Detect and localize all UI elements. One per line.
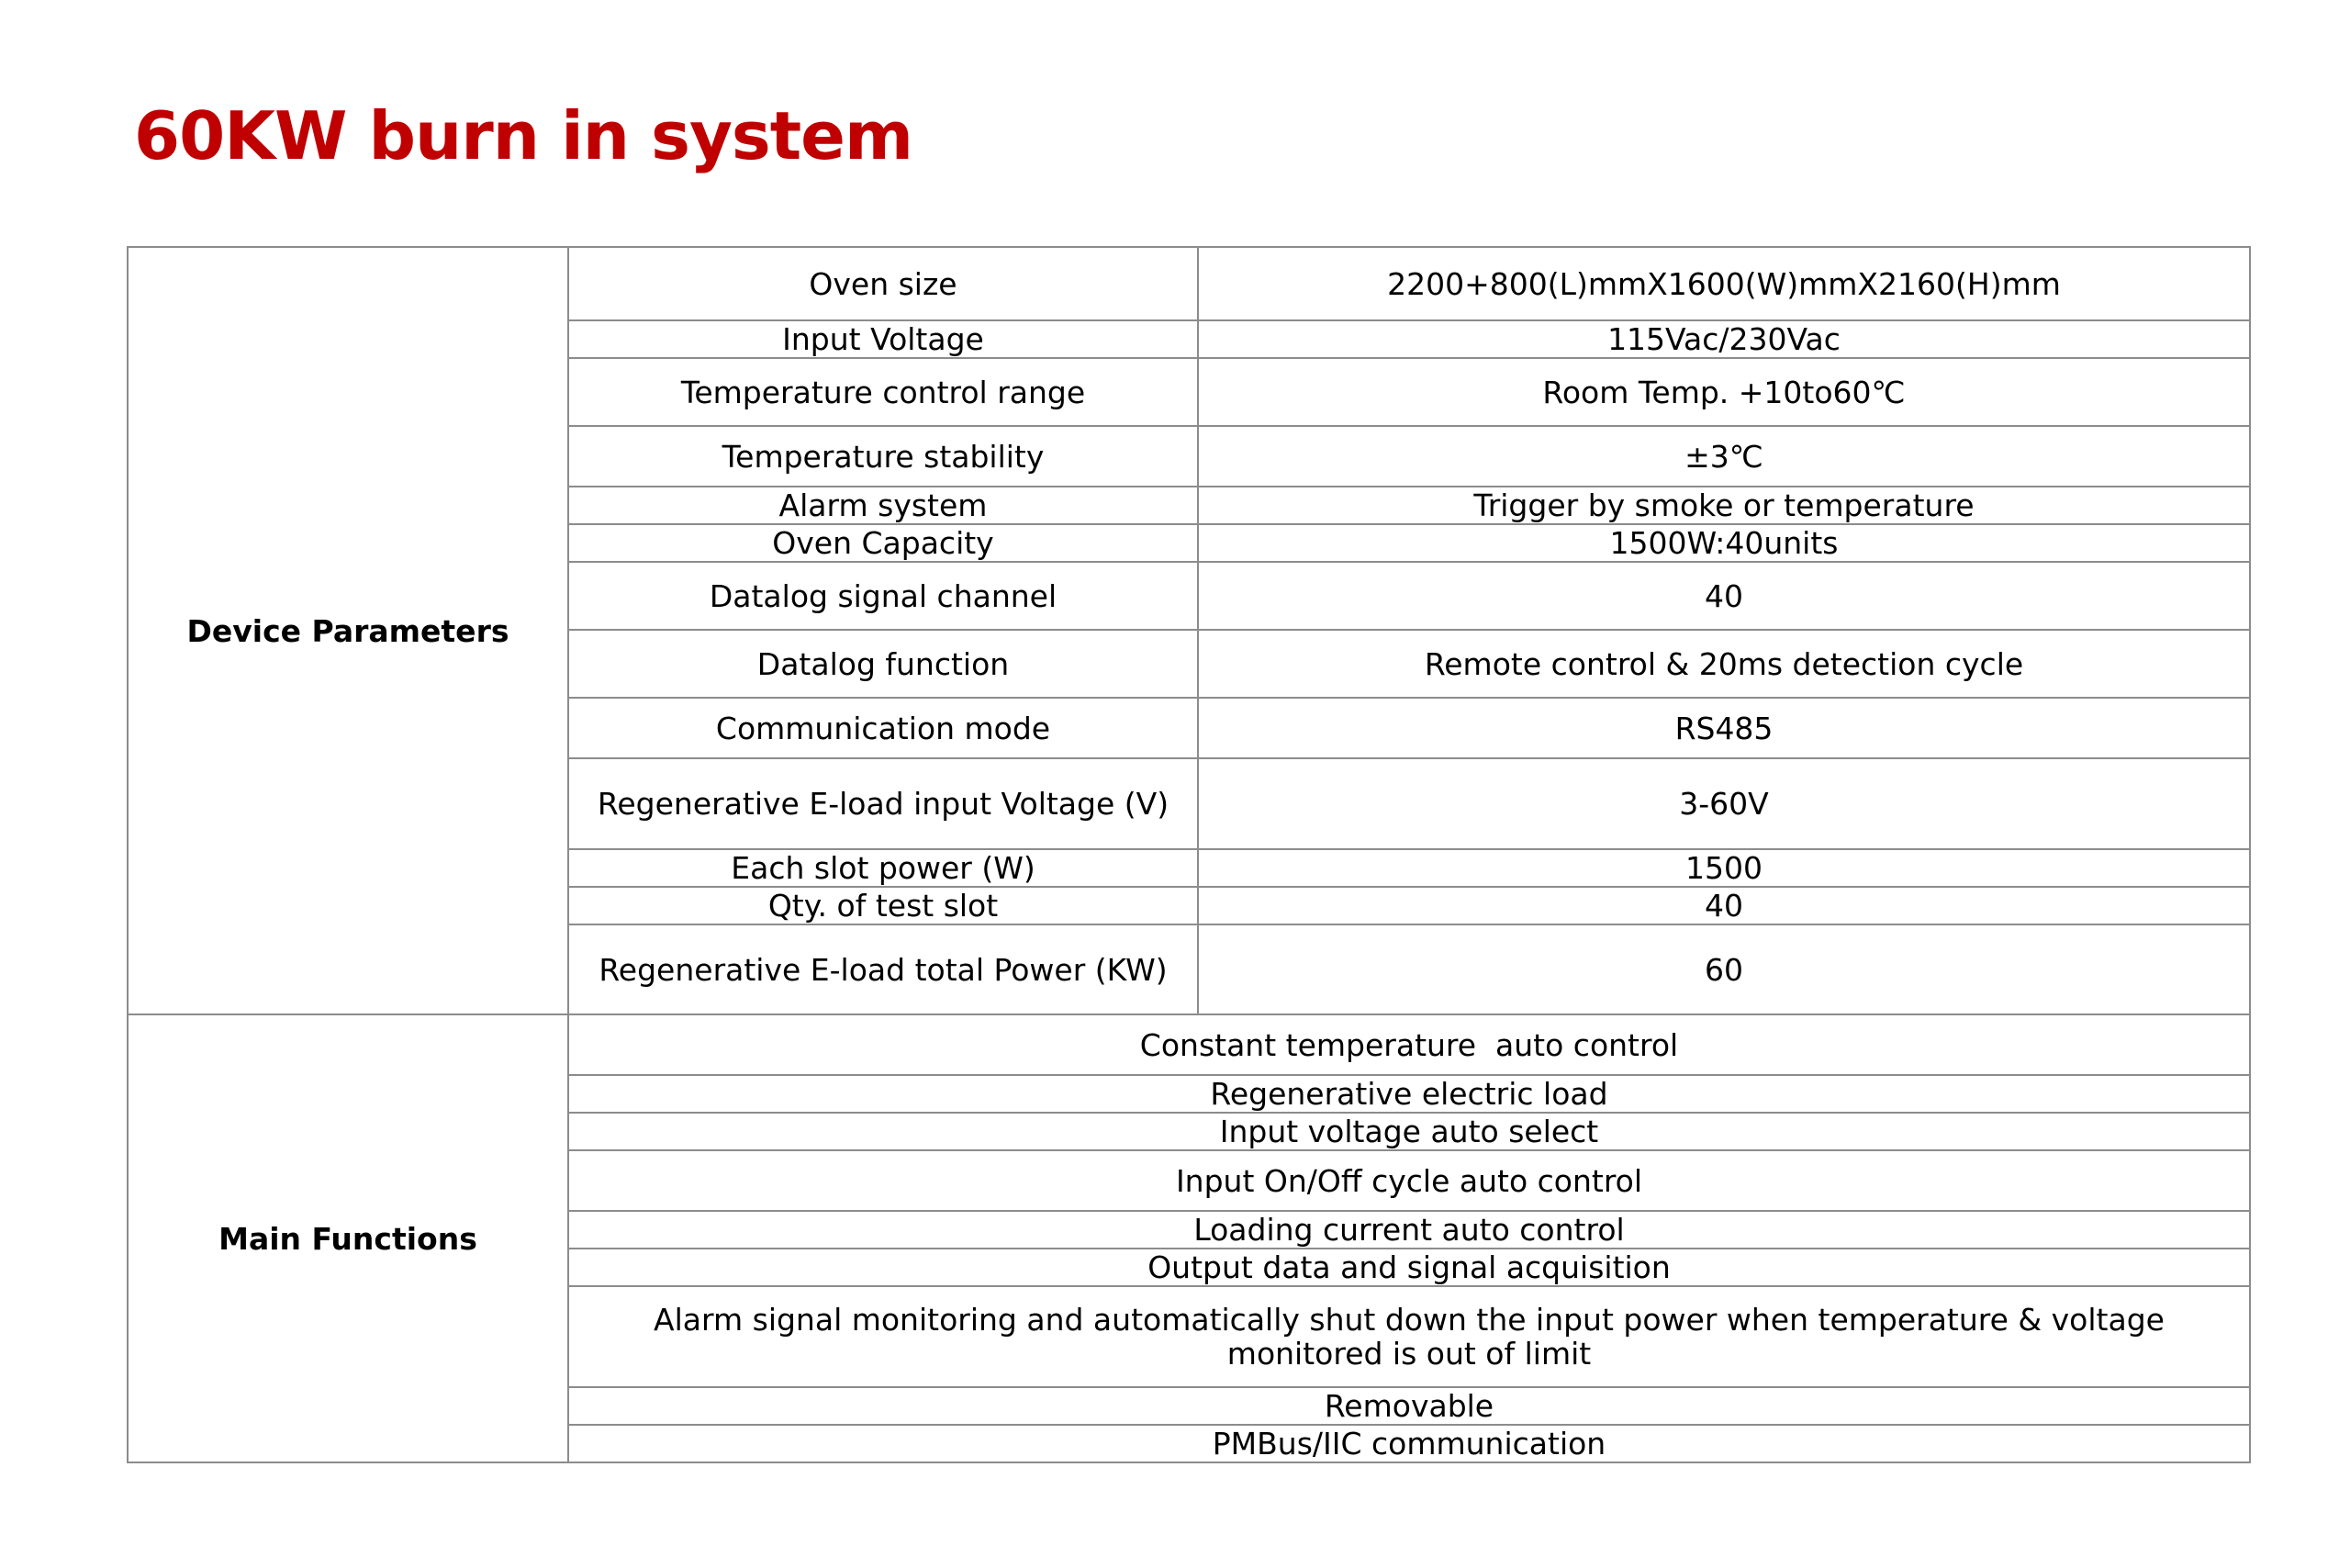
param-label: Each slot power (W) bbox=[568, 849, 1198, 887]
param-value: 3-60V bbox=[1198, 758, 2250, 849]
function-item: Input On/Off cycle auto control bbox=[568, 1150, 2250, 1211]
section-heading-main-functions: Main Functions bbox=[128, 1014, 568, 1462]
param-value: 40 bbox=[1198, 562, 2250, 630]
param-label: Input Voltage bbox=[568, 320, 1198, 358]
function-item: Constant temperature auto control bbox=[568, 1014, 2250, 1075]
function-item: Regenerative electric load bbox=[568, 1075, 2250, 1113]
param-value: Room Temp. +10to60℃ bbox=[1198, 358, 2250, 426]
spec-table bbox=[127, 246, 2251, 1463]
param-label: Oven Capacity bbox=[568, 524, 1198, 562]
function-item: Input voltage auto select bbox=[568, 1113, 2250, 1150]
param-value: Trigger by smoke or temperature bbox=[1198, 487, 2250, 524]
function-item: PMBus/IIC communication bbox=[568, 1425, 2250, 1462]
param-label: Alarm system bbox=[568, 487, 1198, 524]
page-title: 60KW burn in system bbox=[134, 97, 913, 174]
param-label: Regenerative E-load total Power (KW) bbox=[568, 924, 1198, 1014]
table-row bbox=[128, 1014, 2250, 1075]
section-heading-device-parameters: Device Parameters bbox=[128, 247, 568, 1014]
param-label: Temperature stability bbox=[568, 426, 1198, 487]
param-label: Temperature control range bbox=[568, 358, 1198, 426]
param-label: Qty. of test slot bbox=[568, 887, 1198, 924]
param-value: 40 bbox=[1198, 887, 2250, 924]
param-label: Communication mode bbox=[568, 698, 1198, 758]
param-value: 1500 bbox=[1198, 849, 2250, 887]
param-value: 2200+800(L)mmX1600(W)mmX2160(H)mm bbox=[1198, 247, 2250, 320]
param-label: Regenerative E-load input Voltage (V) bbox=[568, 758, 1198, 849]
param-label: Datalog function bbox=[568, 630, 1198, 698]
param-value: ±3℃ bbox=[1198, 426, 2250, 487]
function-item: Output data and signal acquisition bbox=[568, 1249, 2250, 1286]
param-value: 1500W:40units bbox=[1198, 524, 2250, 562]
param-value: RS485 bbox=[1198, 698, 2250, 758]
param-value: 60 bbox=[1198, 924, 2250, 1014]
param-label: Datalog signal channel bbox=[568, 562, 1198, 630]
table-row bbox=[128, 247, 2250, 320]
param-value: Remote control & 20ms detection cycle bbox=[1198, 630, 2250, 698]
function-item: Loading current auto control bbox=[568, 1211, 2250, 1249]
param-value: 115Vac/230Vac bbox=[1198, 320, 2250, 358]
param-label: Oven size bbox=[568, 247, 1198, 320]
function-item: Removable bbox=[568, 1387, 2250, 1425]
function-item: Alarm signal monitoring and automatically shut down the input power when temperature & voltage monitored is out of limit bbox=[568, 1286, 2250, 1387]
